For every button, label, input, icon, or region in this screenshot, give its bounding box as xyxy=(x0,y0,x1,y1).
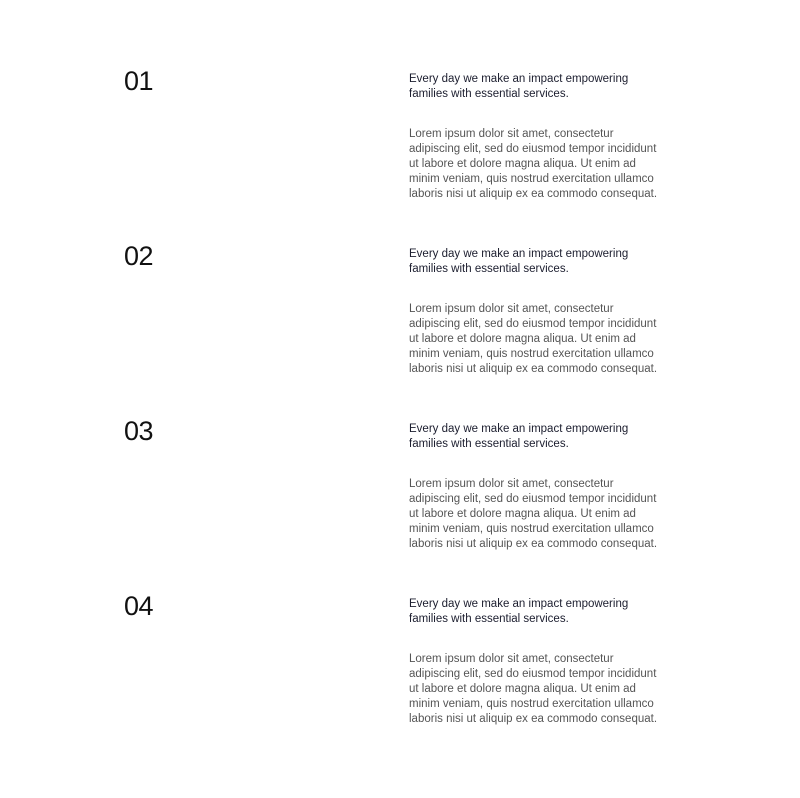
section-2 xyxy=(0,241,800,416)
heading-line: families with essential services. xyxy=(409,88,569,100)
body-line: minim veniam, quis nostrud exercitation ullamco xyxy=(409,173,654,185)
body-line: laboris nisi ut aliquip ex ea commodo consequat. xyxy=(409,538,658,550)
body-line: adipiscing elit, sed do eiusmod tempor incididunt xyxy=(409,318,657,330)
heading-line: families with essential services. xyxy=(409,438,569,450)
body-line: ut labore et dolore magna aliqua. Ut enim ad xyxy=(409,508,636,520)
body-line: Lorem ipsum dolor sit amet, consectetur xyxy=(409,653,614,665)
section-body xyxy=(409,302,657,377)
heading-line: Every day we make an impact empowering xyxy=(409,248,629,260)
section-body xyxy=(409,127,657,202)
section-3 xyxy=(0,416,800,591)
body-line: ut labore et dolore magna aliqua. Ut enim ad xyxy=(409,158,636,170)
body-line: Lorem ipsum dolor sit amet, consectetur xyxy=(409,128,614,140)
section-number: 03 xyxy=(124,416,154,446)
body-line: Lorem ipsum dolor sit amet, consectetur xyxy=(409,303,614,315)
section-heading xyxy=(409,597,628,627)
section-body xyxy=(409,477,657,552)
section-number: 02 xyxy=(124,241,154,271)
section-4 xyxy=(0,591,800,766)
section-heading xyxy=(409,422,628,452)
heading-line: Every day we make an impact empowering xyxy=(409,73,629,85)
section-heading xyxy=(409,72,628,102)
heading-line: Every day we make an impact empowering xyxy=(409,423,629,435)
heading-line: Every day we make an impact empowering xyxy=(409,598,629,610)
body-line: minim veniam, quis nostrud exercitation ullamco xyxy=(409,348,654,360)
section-number: 04 xyxy=(124,591,154,621)
body-line: adipiscing elit, sed do eiusmod tempor incididunt xyxy=(409,493,657,505)
body-line: ut labore et dolore magna aliqua. Ut enim ad xyxy=(409,333,636,345)
body-line: Lorem ipsum dolor sit amet, consectetur xyxy=(409,478,614,490)
body-line: adipiscing elit, sed do eiusmod tempor incididunt xyxy=(409,143,657,155)
body-line: minim veniam, quis nostrud exercitation ullamco xyxy=(409,698,654,710)
body-line: laboris nisi ut aliquip ex ea commodo consequat. xyxy=(409,713,658,725)
section-heading xyxy=(409,247,628,277)
body-line: ut labore et dolore magna aliqua. Ut enim ad xyxy=(409,683,636,695)
body-line: minim veniam, quis nostrud exercitation ullamco xyxy=(409,523,654,535)
heading-line: families with essential services. xyxy=(409,263,569,275)
body-line: laboris nisi ut aliquip ex ea commodo consequat. xyxy=(409,188,658,200)
body-line: laboris nisi ut aliquip ex ea commodo consequat. xyxy=(409,363,658,375)
section-1 xyxy=(0,66,800,241)
section-body xyxy=(409,652,657,727)
heading-line: families with essential services. xyxy=(409,613,569,625)
section-number: 01 xyxy=(124,66,154,96)
body-line: adipiscing elit, sed do eiusmod tempor incididunt xyxy=(409,668,657,680)
